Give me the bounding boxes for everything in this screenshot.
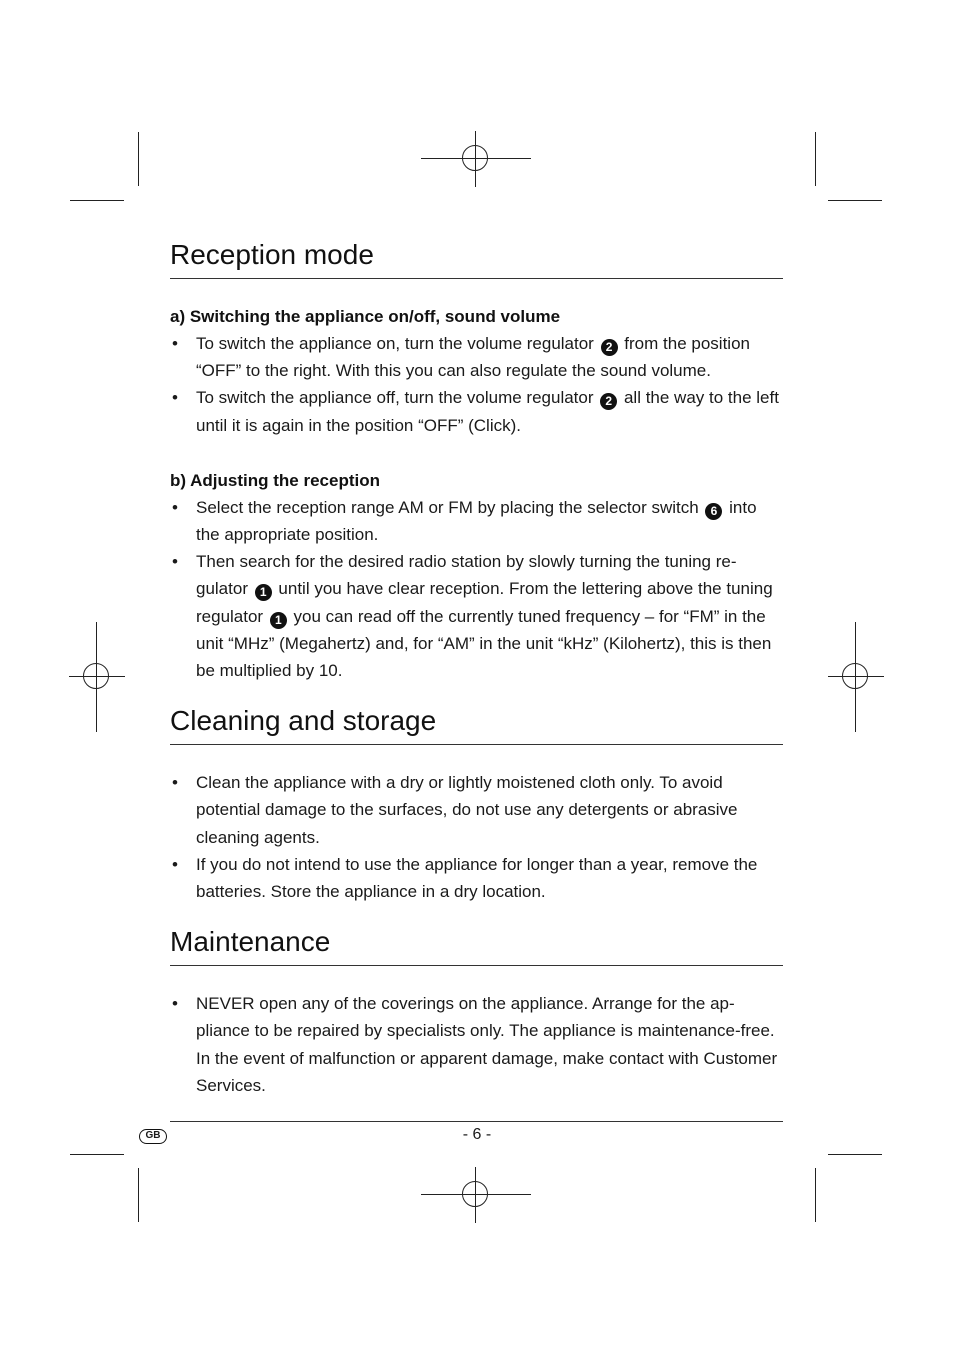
callout-number-6: 6 xyxy=(705,503,722,520)
crop-mark xyxy=(138,1168,139,1222)
crop-mark xyxy=(70,200,124,201)
list-reception xyxy=(170,494,783,684)
section-title-cleaning: Cleaning and storage xyxy=(170,702,783,745)
list-maintenance xyxy=(170,990,783,1099)
section-title-maintenance: Maintenance xyxy=(170,923,783,966)
registration-mark-right xyxy=(828,622,884,732)
crop-mark xyxy=(815,1168,816,1222)
callout-number-1: 1 xyxy=(270,612,287,629)
crop-mark xyxy=(828,1154,882,1155)
subsection-heading-reception: b) Adjusting the reception xyxy=(170,470,380,490)
registration-mark-top xyxy=(421,131,531,187)
callout-number-2: 2 xyxy=(601,339,618,356)
section-title-reception-mode: Reception mode xyxy=(170,236,783,279)
list-on-off xyxy=(170,330,783,439)
footer-rule xyxy=(170,1121,783,1122)
registration-mark-bottom xyxy=(421,1167,531,1223)
page-content xyxy=(170,236,783,1099)
list-cleaning xyxy=(170,769,783,905)
list-item: • NEVER open any of the coverings on the appliance. Arrange for the ap-pliance to be repaired by specialists only. The appliance is maintenance-free. In the event of malfunction or apparent damage, make contact with Customer Services. xyxy=(170,990,783,1099)
country-badge: GB xyxy=(139,1129,167,1144)
callout-number-2: 2 xyxy=(600,393,617,410)
registration-mark-left xyxy=(69,622,125,732)
subsection-heading-on-off: a) Switching the appliance on/off, sound volume xyxy=(170,307,561,326)
callout-number-1: 1 xyxy=(255,584,272,601)
crop-mark xyxy=(70,1154,124,1155)
list-item: • Then search for the desired radio station by slowly turning the tuning re-gulator 1 until you have clear reception. From the lettering above the tuning regulator 1 you can read off the currently tuned frequency – for “FM” in the unit “MHz” (Megahertz) and, for “AM” in the unit “kHz” (Kilohertz), this is then be multiplied by 10. xyxy=(170,548,783,684)
list-item: • To switch the appliance on, turn the volume regulator 2 from the position “OFF” to the right. With this you can also regulate the sound volume. xyxy=(170,330,783,384)
crop-mark xyxy=(815,132,816,186)
list-item: • Clean the appliance with a dry or lightly moistened cloth only. To avoid potential damage to the surfaces, do not use any detergents or abrasive cleaning agents. xyxy=(170,769,783,851)
crop-mark xyxy=(828,200,882,201)
list-item: • If you do not intend to use the appliance for longer than a year, remove the batteries. Store the appliance in a dry location. xyxy=(170,851,783,905)
list-item: • To switch the appliance off, turn the volume regulator 2 all the way to the left until it is again in the position “OFF” (Click). xyxy=(170,384,783,438)
crop-mark xyxy=(138,132,139,186)
list-item: • Select the reception range AM or FM by placing the selector switch 6 into the appropriate position. xyxy=(170,494,783,548)
page-number: - 6 - xyxy=(462,1126,492,1143)
